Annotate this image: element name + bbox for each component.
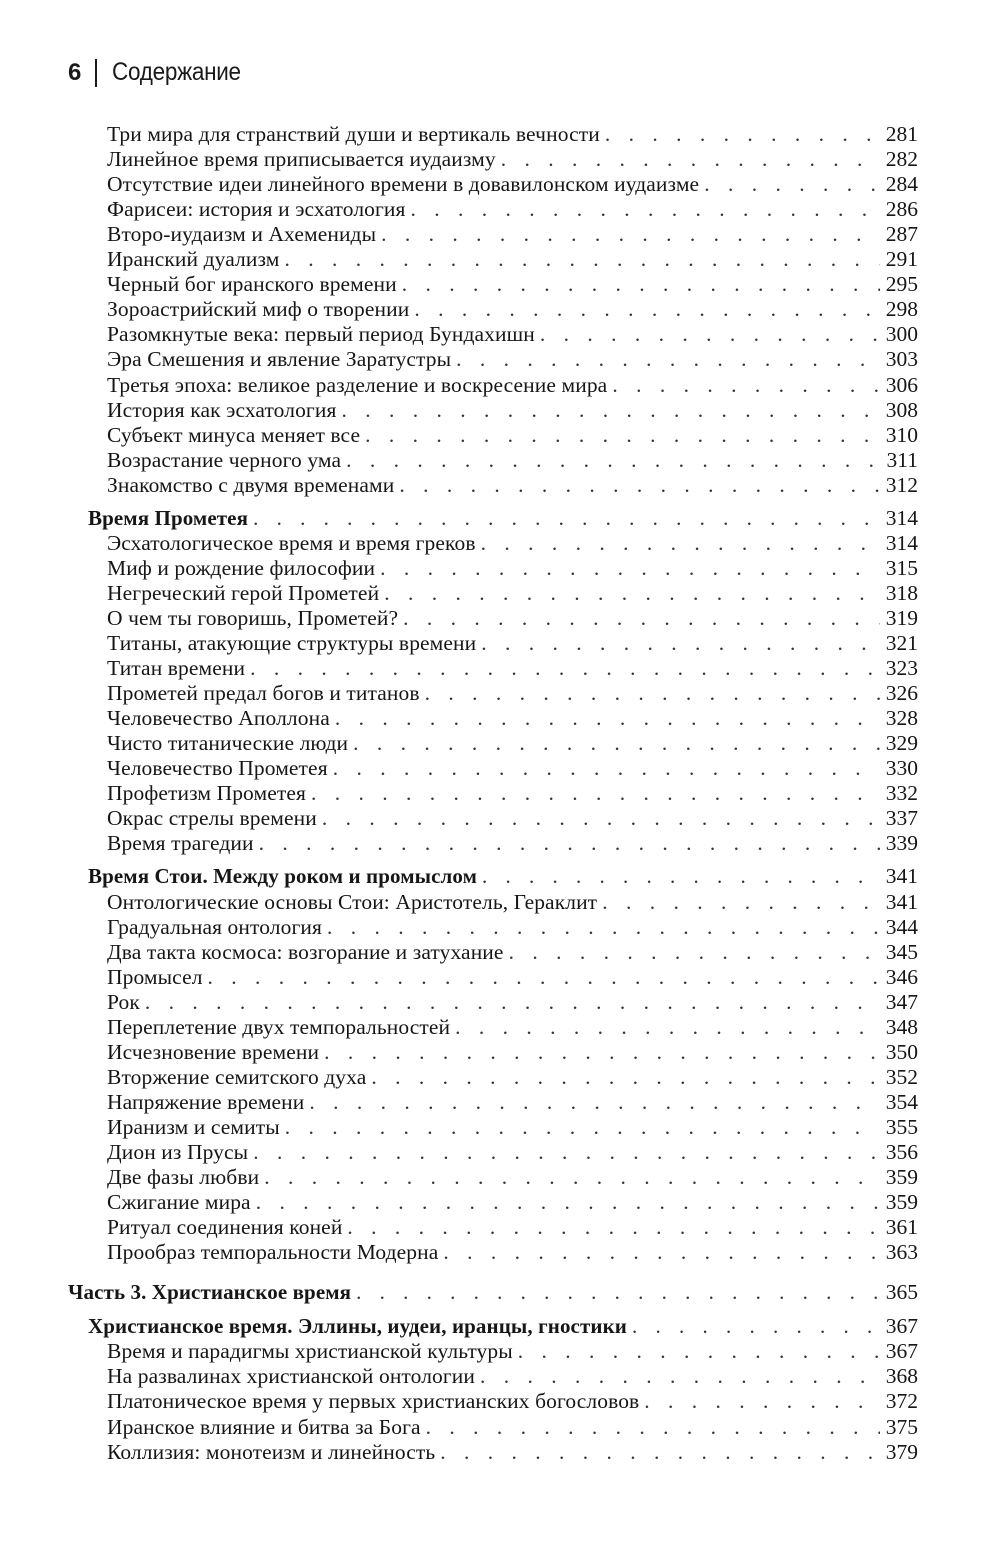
toc-entry <box>107 422 918 448</box>
toc-entry-title: Две фазы любви <box>107 1165 260 1190</box>
dot-leader <box>347 1214 879 1240</box>
dot-leader <box>414 296 879 322</box>
toc-entry-page: 361 <box>885 1215 918 1240</box>
dot-leader <box>371 1064 879 1090</box>
toc-entry-title: Коллизия: монотеизм и линейность <box>107 1439 436 1464</box>
toc-entry <box>107 271 918 297</box>
toc-entry-page: 352 <box>885 1064 918 1089</box>
toc-entry <box>107 805 918 831</box>
dot-leader <box>501 146 880 172</box>
dot-leader <box>322 805 880 831</box>
toc-part <box>68 1279 918 1305</box>
toc-entry <box>107 914 918 940</box>
dot-leader <box>399 472 879 498</box>
toc-entry-page: 318 <box>885 580 918 605</box>
dot-leader <box>632 1313 880 1339</box>
toc-entry-title: Черный бог иранского времени <box>107 272 397 297</box>
dot-leader <box>480 1363 880 1389</box>
toc-entry <box>107 964 918 990</box>
dot-leader <box>381 221 880 247</box>
toc-entry-title: Прообраз темпоральности Модерна <box>107 1240 439 1265</box>
toc-entry-title: Профетизм Прометея <box>107 781 306 806</box>
dot-leader <box>518 1338 880 1364</box>
dot-leader <box>208 964 880 990</box>
toc-entry <box>107 780 918 806</box>
toc-entry <box>107 321 918 347</box>
toc-entry <box>107 655 918 681</box>
dot-leader <box>384 580 880 606</box>
toc-entry-page: 368 <box>885 1364 918 1389</box>
toc-entry-page: 356 <box>885 1140 918 1164</box>
toc-entry-page: 365 <box>885 1280 918 1305</box>
dot-leader <box>327 914 880 940</box>
toc-entry-page: 372 <box>885 1389 918 1414</box>
dot-leader <box>540 321 880 347</box>
dot-leader <box>509 939 880 965</box>
dot-leader <box>253 1139 880 1165</box>
dot-leader <box>425 680 880 706</box>
toc-entry-title: Промысел <box>107 964 203 989</box>
toc-entry <box>107 1089 918 1115</box>
toc-entry-title: Негреческий герой Прометей <box>107 580 380 605</box>
toc-entry-page: 330 <box>885 756 918 781</box>
toc-entry <box>107 221 918 247</box>
toc-entry <box>107 196 918 222</box>
toc-entry-page: 314 <box>885 530 918 555</box>
toc-entry-page: 310 <box>885 422 918 447</box>
toc-entry-page: 359 <box>885 1165 918 1190</box>
toc-entry-page: 281 <box>885 122 918 146</box>
toc-entry <box>107 1239 918 1265</box>
toc-entry <box>107 755 918 781</box>
toc-chapter <box>88 863 918 889</box>
toc-entry-page: 315 <box>885 555 918 580</box>
toc-entry-page: 337 <box>885 806 918 831</box>
toc-entry-title: Иранизм и семиты <box>107 1114 280 1139</box>
toc-entry-page: 363 <box>885 1240 918 1265</box>
dot-leader <box>644 1388 879 1414</box>
toc-entry <box>107 830 918 856</box>
toc-entry-page: 321 <box>885 631 918 655</box>
toc-entry-title: Зороастрийский миф о творении <box>107 297 410 322</box>
toc-entry-title: О чем ты говоришь, Прометей? <box>107 605 399 630</box>
toc-entry-page: 295 <box>885 272 918 297</box>
toc-entry-page: 359 <box>885 1190 918 1215</box>
toc-entry-title: Онтологические основы Стои: Аристотель, Гераклит <box>107 889 598 914</box>
toc-entry <box>107 472 918 498</box>
toc-entry-page: 303 <box>885 347 918 372</box>
toc-entry-page: 350 <box>885 1039 918 1064</box>
toc-entry-page: 284 <box>885 172 918 197</box>
toc-entry-page: 379 <box>885 1439 918 1464</box>
toc-entry-title: Прометей предал богов и титанов <box>107 681 420 706</box>
dot-leader <box>612 372 879 398</box>
toc-entry-page: 339 <box>885 831 918 856</box>
toc-entry <box>107 889 918 915</box>
dot-leader <box>411 196 880 222</box>
toc-entry-title: Время трагедии <box>107 831 254 856</box>
dot-leader <box>426 1414 880 1440</box>
toc-entry-title: Три мира для странствий души и вертикаль вечности <box>107 122 600 146</box>
dot-leader <box>353 730 880 756</box>
toc-entry-title: Часть 3. Христианское время <box>68 1280 352 1305</box>
toc-entry <box>107 580 918 606</box>
dot-leader <box>264 1164 880 1190</box>
toc-entry-page: 375 <box>885 1414 918 1439</box>
toc-entry <box>107 730 918 756</box>
header-divider <box>95 59 97 87</box>
toc-entry-page: 300 <box>885 322 918 347</box>
toc-entry-title: Титан времени <box>107 656 246 681</box>
dot-leader <box>145 989 880 1015</box>
toc-entry <box>107 1363 918 1389</box>
toc-entry-title: Вторжение семитского духа <box>107 1064 367 1089</box>
toc-entry <box>107 372 918 398</box>
toc-entry-title: Время Прометея <box>88 505 249 530</box>
dot-leader <box>456 346 880 372</box>
toc-entry-title: Время Стои. Между роком и промыслом <box>88 864 478 889</box>
dot-leader <box>250 655 880 681</box>
toc-entry-page: 298 <box>885 297 918 322</box>
toc-entry-title: Рок <box>107 989 140 1014</box>
toc-entry-title: Сжигание мира <box>107 1190 251 1215</box>
toc-entry-title: Разомкнутые века: первый период Бундахишн <box>107 322 535 347</box>
toc-entry-page: 308 <box>885 397 918 422</box>
toc-entry-title: Субъект минуса меняет все <box>107 422 361 447</box>
toc-entry-title: История как эсхатология <box>107 397 337 422</box>
toc-entry-page: 314 <box>885 505 918 530</box>
toc-entry-title: Переплетение двух темпоральностей <box>107 1014 451 1039</box>
toc-entry-page: 332 <box>885 781 918 806</box>
dot-leader <box>481 630 880 656</box>
dot-leader <box>335 705 880 731</box>
toc-entry-title: Отсутствие идеи линейного времени в довавилонском иудаизме <box>107 172 700 197</box>
toc-entry-page: 347 <box>885 989 918 1014</box>
dot-leader <box>443 1239 879 1265</box>
dot-leader <box>455 1014 880 1040</box>
toc-entry-page: 311 <box>886 447 918 472</box>
toc-entry <box>107 1114 918 1140</box>
toc-entry <box>107 630 918 656</box>
toc-entry-page: 291 <box>885 247 918 272</box>
dot-leader <box>253 505 880 531</box>
dot-leader <box>403 605 880 631</box>
page-number: 6 <box>68 58 82 86</box>
toc-entry-page: 282 <box>885 147 918 172</box>
toc-entry-page: 355 <box>885 1114 918 1139</box>
dot-leader <box>356 1279 880 1305</box>
toc-entry-title: Человечество Прометея <box>107 756 328 781</box>
toc-entry <box>107 296 918 322</box>
toc-entry-title: Иранское влияние и битва за Бога <box>107 1414 421 1439</box>
toc-entry-title: Титаны, атакующие структуры времени <box>107 631 477 655</box>
toc-entry-title: Эра Смешения и явление Заратустры <box>107 347 452 372</box>
toc-entry-page: 367 <box>885 1314 918 1339</box>
dot-leader <box>482 863 880 889</box>
toc-entry <box>107 1039 918 1065</box>
toc-entry <box>107 447 918 473</box>
toc-entry-page: 306 <box>885 372 918 397</box>
toc-entry-page: 344 <box>885 914 918 939</box>
toc-entry <box>107 1388 918 1414</box>
toc-entry <box>107 1164 918 1190</box>
dot-leader <box>602 889 880 915</box>
toc-entry-title: Иранский дуализм <box>107 247 280 272</box>
toc-entry <box>107 1439 918 1465</box>
toc-entry <box>107 246 918 272</box>
dot-leader <box>309 1089 879 1115</box>
dot-leader <box>365 422 880 448</box>
toc-chapter <box>88 505 918 531</box>
toc-entry-title: Дион из Прусы <box>107 1140 249 1164</box>
toc-entry-title: Градуальная онтология <box>107 914 322 939</box>
toc-entry-title: Фарисеи: история и эсхатология <box>107 197 406 222</box>
dot-leader <box>311 780 880 806</box>
toc-entry-page: 323 <box>885 656 918 681</box>
toc-entry-page: 287 <box>885 222 918 247</box>
dot-leader <box>333 755 880 781</box>
toc-entry-page: 345 <box>885 939 918 964</box>
toc-entry <box>107 939 918 965</box>
toc-entry-page: 346 <box>885 964 918 989</box>
toc-entry-title: Исчезновение времени <box>107 1039 320 1064</box>
toc-entry-page: 341 <box>885 889 918 914</box>
toc-entry <box>107 1014 918 1040</box>
toc-entry <box>107 989 918 1015</box>
toc-entry-page: 319 <box>885 605 918 630</box>
toc-entry <box>107 146 918 172</box>
toc-entry <box>107 1139 918 1165</box>
dot-leader <box>481 530 880 556</box>
toc-entry-title: Эсхатологическое время и время греков <box>107 530 476 555</box>
toc-entry-title: Христианское время. Эллины, иудеи, иранцы, гностики <box>88 1314 627 1339</box>
dot-leader <box>440 1439 879 1465</box>
toc-entry-title: Миф и рождение философии <box>107 555 376 580</box>
toc-entry-title: На развалинах христианской онтологии <box>107 1364 476 1389</box>
toc-entry-title: Напряжение времени <box>107 1089 305 1114</box>
toc-entry-title: Человечество Аполлона <box>107 706 330 731</box>
toc-entry <box>107 530 918 556</box>
toc-entry-page: 354 <box>885 1089 918 1114</box>
toc-entry-page: 328 <box>885 706 918 731</box>
toc-entry-page: 341 <box>885 864 918 889</box>
toc-entry <box>107 555 918 581</box>
toc-entry <box>107 705 918 731</box>
toc-entry <box>107 346 918 372</box>
toc-entry-page: 326 <box>885 681 918 706</box>
dot-leader <box>341 397 879 423</box>
dot-leader <box>380 555 880 581</box>
toc-entry-title: Второ-иудаизм и Ахемениды <box>107 222 377 247</box>
toc-entry-page: 286 <box>885 197 918 222</box>
running-title: Содержание <box>112 58 241 86</box>
toc-entry <box>107 1189 918 1215</box>
dot-leader <box>704 171 880 197</box>
toc-entry-title: Платоническое время у первых христианских богословов <box>107 1389 640 1414</box>
dot-leader <box>285 1114 880 1140</box>
dot-leader <box>605 121 880 147</box>
toc-entry <box>107 121 918 147</box>
dot-leader <box>259 830 880 856</box>
toc-entry <box>107 1414 918 1440</box>
toc-entry-title: Время и парадигмы христианской культуры <box>107 1339 513 1364</box>
toc-entry <box>107 1214 918 1240</box>
dot-leader <box>256 1189 880 1215</box>
toc-entry-title: Ритуал соединения коней <box>107 1215 343 1240</box>
dot-leader <box>346 447 880 473</box>
toc-entry-title: Два такта космоса: возгорание и затухание <box>107 939 504 964</box>
toc-entry <box>107 397 918 423</box>
dot-leader <box>284 246 879 272</box>
toc-entry-title: Линейное время приписывается иудаизму <box>107 147 496 172</box>
toc-entry <box>107 171 918 197</box>
toc-entry-page: 348 <box>885 1014 918 1039</box>
toc-entry <box>107 1338 918 1364</box>
running-header <box>68 58 255 87</box>
toc-entry <box>107 1064 918 1090</box>
toc-entry-page: 367 <box>885 1339 918 1364</box>
toc-entry-title: Возрастание черного ума <box>107 447 342 472</box>
dot-leader <box>402 271 880 297</box>
dot-leader <box>324 1039 880 1065</box>
toc-entry-page: 329 <box>885 731 918 756</box>
toc-entry-title: Третья эпоха: великое разделение и воскресение мира <box>107 372 608 397</box>
toc-entry-title: Чисто титанические люди <box>107 731 349 756</box>
toc-entry-title: Знакомство с двумя временами <box>107 472 395 497</box>
toc-entry <box>107 680 918 706</box>
toc-entry <box>107 605 918 631</box>
toc-entry-page: 312 <box>885 472 918 497</box>
toc-chapter <box>88 1313 918 1339</box>
toc-entry-title: Окрас стрелы времени <box>107 806 317 831</box>
